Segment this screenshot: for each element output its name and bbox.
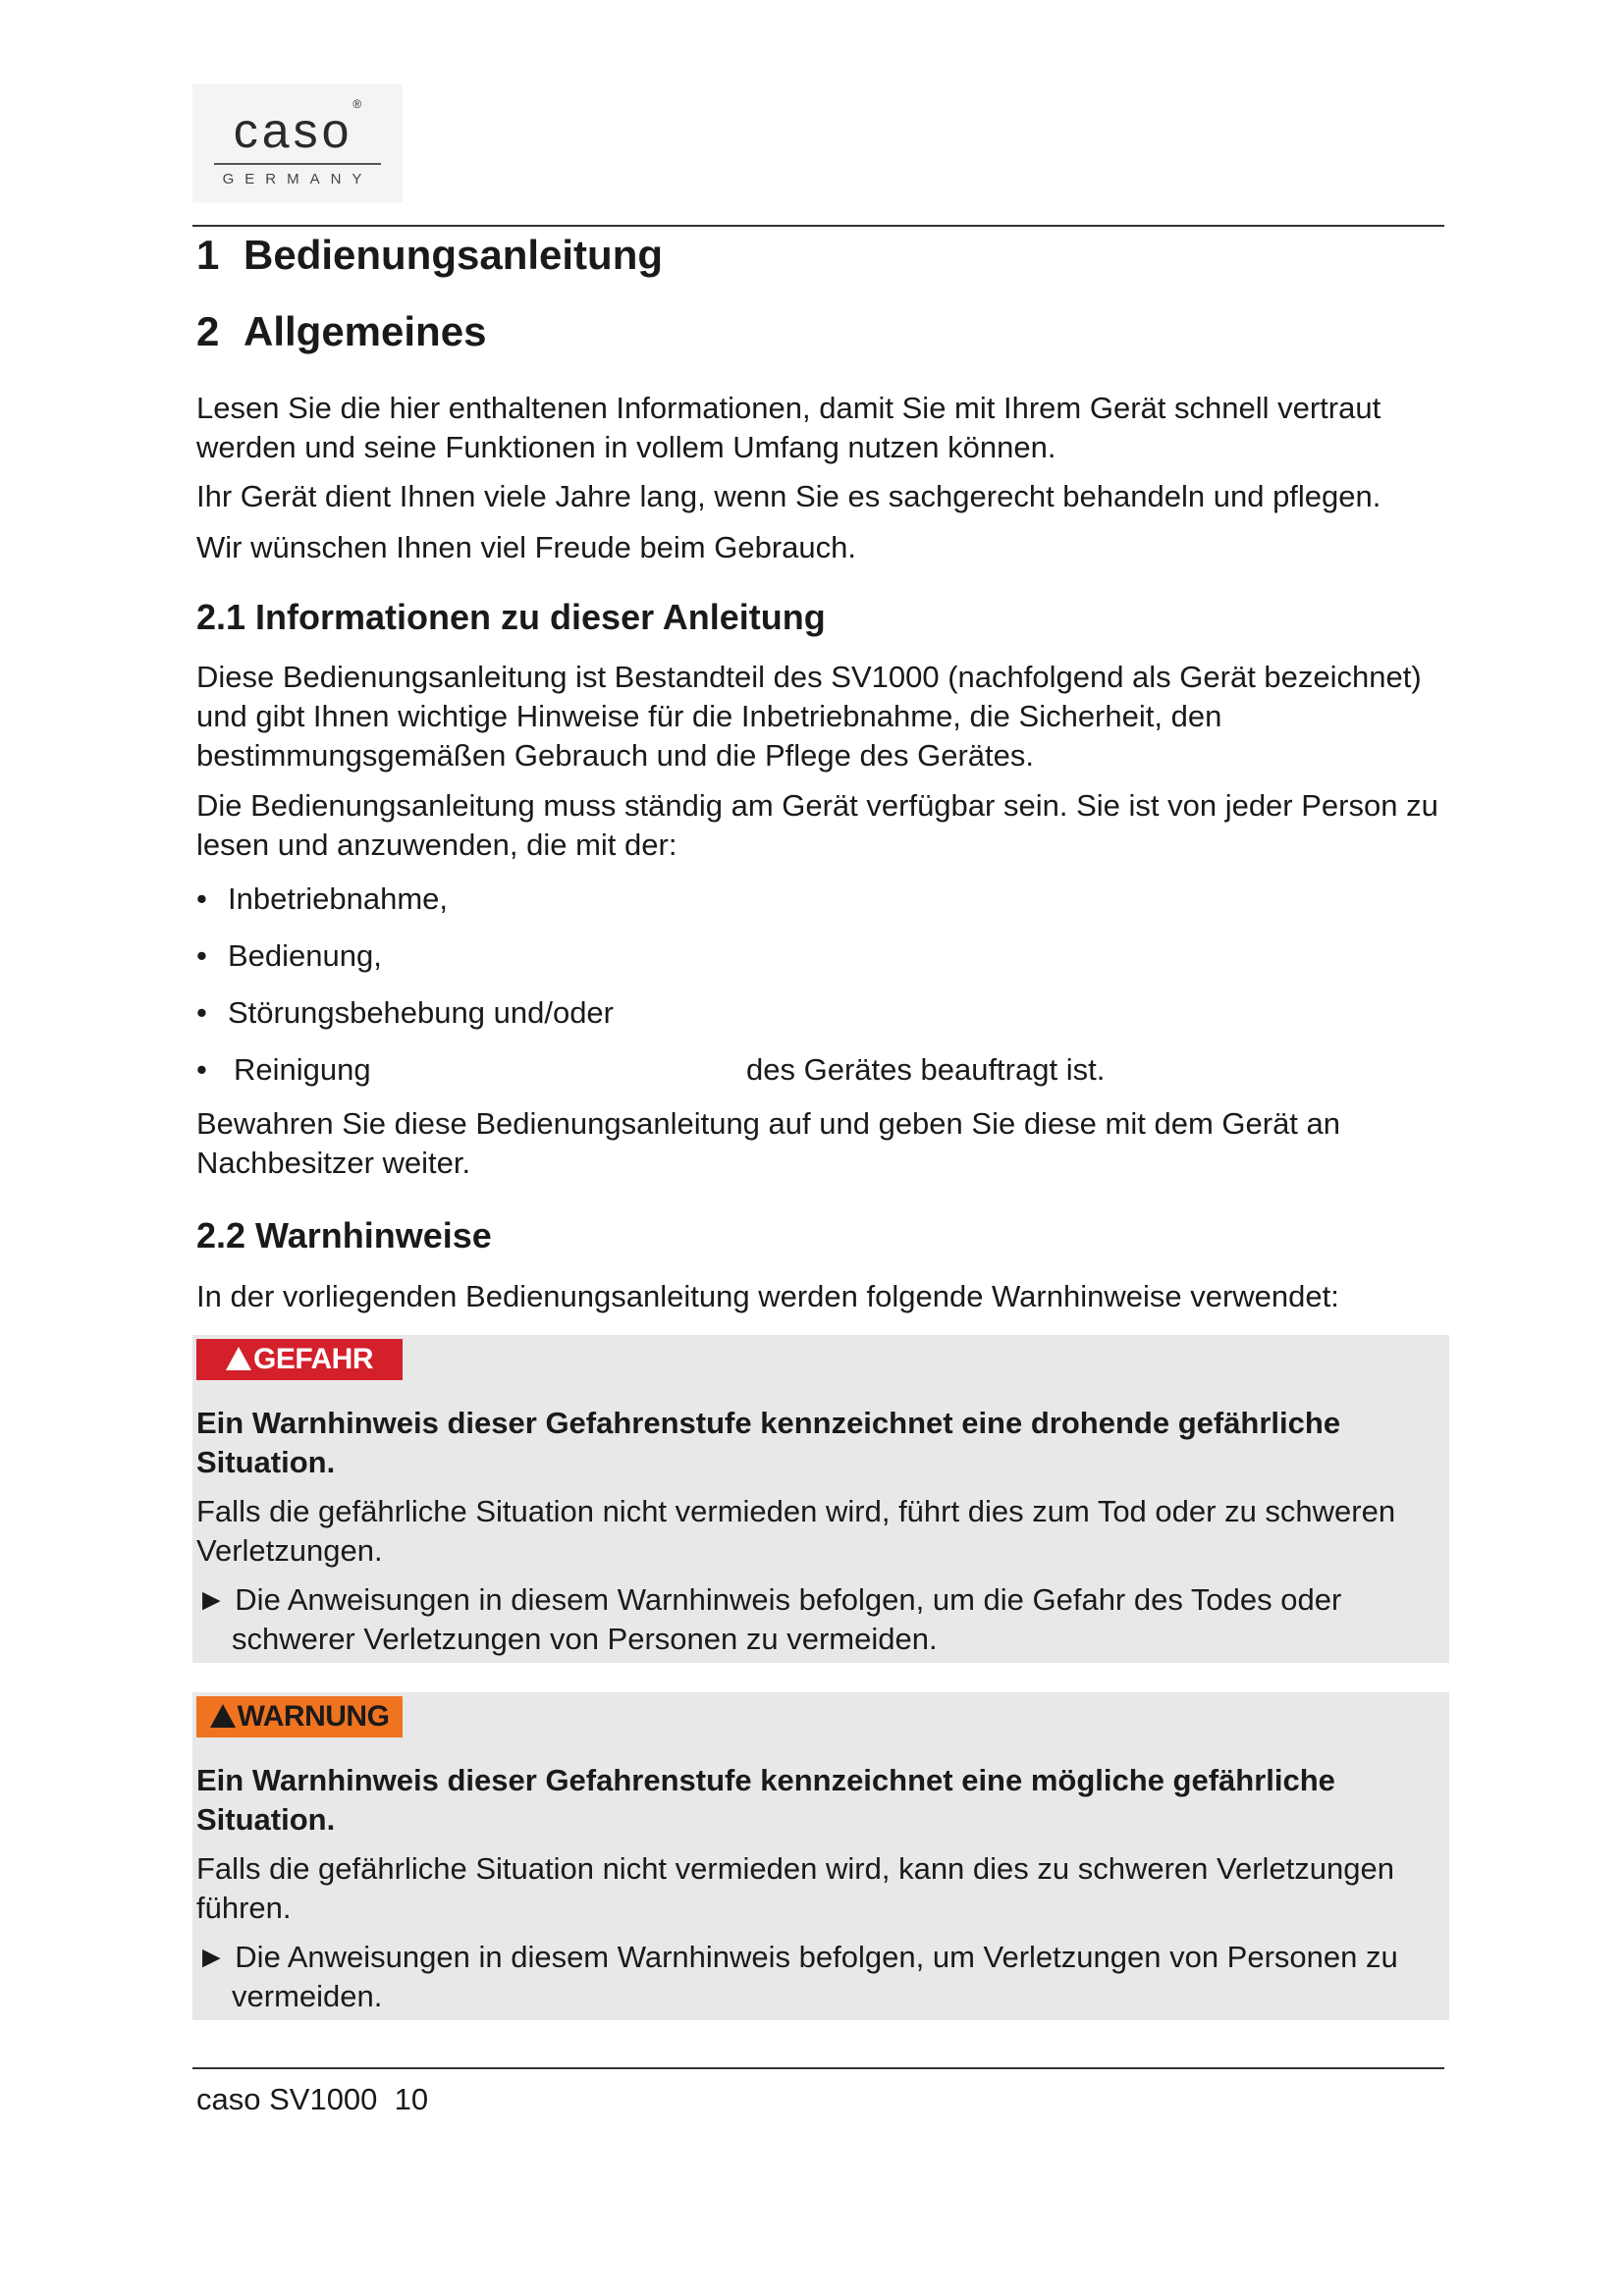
bullet-tail-text: des Gerätes beauftragt ist.	[746, 1052, 1106, 1087]
danger-badge: GEFAHR	[196, 1339, 403, 1380]
s21-closing-paragraph: Bewahren Sie diese Bedienungsanleitung auf und geben Sie diese mit dem Gerät an Nachbesitzer weiter.	[196, 1106, 1341, 1180]
s21-paragraph-2: Die Bedienungsanleitung muss ständig am Gerät verfügbar sein. Sie ist von jeder Person zu lesen und anzuwenden, die mit der:	[196, 788, 1438, 862]
list-item: • Inbetriebnahme,	[196, 881, 449, 916]
section-2-heading: 2 Allgemeines	[196, 308, 487, 354]
caso-logo	[192, 84, 403, 202]
header-rule	[192, 225, 1444, 227]
section-2-1-heading: 2.1 Informationen zu dieser Anleitung	[196, 597, 826, 637]
section-2-2-heading: 2.2 Warnhinweise	[196, 1215, 492, 1255]
logo-wordmark: caso®	[233, 97, 362, 158]
s22-intro: In der vorliegenden Bedienungsanleitung werden folgende Warnhinweise verwendet:	[196, 1279, 1339, 1313]
logo-rule	[214, 163, 381, 165]
warning-headline: Ein Warnhinweis dieser Gefahrenstufe kennzeichnet eine mögliche gefährliche Situation.	[196, 1763, 1335, 1837]
logo-subtitle: GERMANY	[222, 171, 373, 187]
footer-rule	[192, 2067, 1444, 2069]
s21-paragraph-1: Diese Bedienungsanleitung ist Bestandteil des SV1000 (nachfolgend als Gerät bezeichnet) und gibt Ihnen wichtige Hinweise für die Inbetriebnahme, die Sicherheit, den bestimmungsgemäßen Gebrauch und die Pflege des Gerätes.	[196, 660, 1422, 773]
list-item: • Störungsbehebung und/oder	[196, 995, 614, 1030]
list-item: • Bedienung,	[196, 938, 382, 973]
danger-instruction: ► Die Anweisungen in diesem Warnhinweis befolgen, um die Gefahr des Todes oder schwerer Verletzungen von Personen zu vermeiden.	[196, 1582, 1342, 1656]
intro-paragraph-1: Lesen Sie die hier enthaltenen Informationen, damit Sie mit Ihrem Gerät schnell vertraut werden und seine Funktionen in vollem Umfang nutzen können.	[196, 391, 1381, 464]
danger-warning-box	[192, 1335, 1449, 1663]
warning-box	[192, 1692, 1449, 2020]
intro-paragraph-2: Ihr Gerät dient Ihnen viele Jahre lang, wenn Sie es sachgerecht behandeln und pflegen.	[196, 479, 1381, 513]
warning-triangle-icon	[210, 1704, 236, 1728]
warning-text: Falls die gefährliche Situation nicht vermieden wird, kann dies zu schweren Verletzungen führen.	[196, 1851, 1395, 1925]
danger-text: Falls die gefährliche Situation nicht vermieden wird, führt dies zum Tod oder zu schweren Verletzungen.	[196, 1494, 1396, 1568]
warning-badge: WARNUNG	[196, 1696, 403, 1737]
section-1-heading: 1 Bedienungsanleitung	[196, 232, 664, 278]
warning-triangle-icon	[226, 1347, 251, 1370]
intro-paragraph-3: Wir wünschen Ihnen viel Freude beim Gebrauch.	[196, 530, 856, 564]
list-item: • Reinigung des Gerätes beauftragt ist.	[196, 1050, 371, 1090]
warning-instruction: ► Die Anweisungen in diesem Warnhinweis befolgen, um Verletzungen von Personen zu vermeiden.	[196, 1940, 1398, 2013]
page-footer: caso SV1000 10	[196, 2082, 429, 2116]
danger-headline: Ein Warnhinweis dieser Gefahrenstufe kennzeichnet eine drohende gefährliche Situation.	[196, 1406, 1341, 1479]
